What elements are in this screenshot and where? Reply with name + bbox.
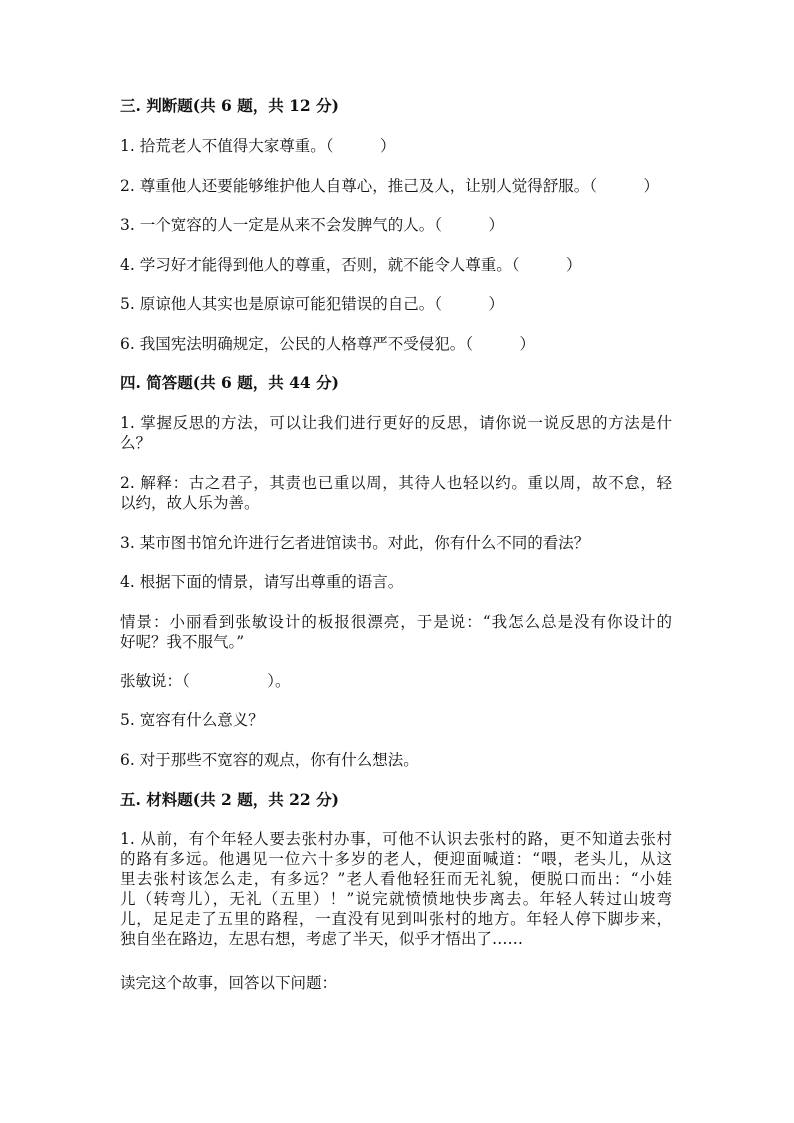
judgment-item-2: 2. 尊重他人还要能够维护他人自尊心，推己及人，让别人觉得舒服。（ ）	[120, 177, 659, 195]
short-answer-question-5: 5. 宽容有什么意义？	[120, 711, 264, 729]
judgment-item-3: 3. 一个宽容的人一定是从来不会发脾气的人。（ ）	[120, 216, 504, 234]
short-answer-question-3: 3. 某市图书馆允许进行乞者进馆读书。对此，你有什么不同的看法？	[120, 534, 590, 552]
story-line-4: 儿（转弯儿），无礼（五里）！”说完就愤愤地快步离去。年轻人转过山坡弯	[120, 890, 672, 908]
material-story	[120, 829, 672, 949]
story-line-3: 里去张村该怎么走，有多远？”老人看他轻狂而无礼貌，便脱口而出：“小娃	[120, 870, 672, 888]
story-line-2: 的路有多远。他遇见一位六十多岁的老人，便迎面喊道：“喂，老头儿，从这	[120, 850, 672, 868]
short-answer-question-4: 4. 根据下面的情景，请写出尊重的语言。	[120, 573, 404, 591]
scenario-line-1: 情景：小丽看到张敏设计的板报很漂亮，于是说：“我怎么总是没有你设计的	[120, 613, 672, 631]
question-4-answer-line: 张敏说：（ ）。	[120, 672, 291, 690]
question-1-line-2: 么？	[120, 434, 152, 452]
question-4-scenario	[120, 612, 672, 652]
judgment-item-1: 1. 拾荒老人不值得大家尊重。（ ）	[120, 137, 396, 155]
section-heading-short-answer: 四. 简答题(共 6 题，共 44 分)	[120, 373, 339, 392]
short-answer-question-1	[120, 413, 672, 453]
section-heading-judgment: 三. 判断题(共 6 题，共 12 分)	[120, 96, 339, 115]
scenario-line-2: 好呢？我不服气。”	[120, 633, 245, 651]
question-1-line-1: 1. 掌握反思的方法，可以让我们进行更好的反思，请你说一说反思的方法是什	[120, 414, 672, 432]
question-2-line-1: 2. 解释：古之君子，其责也已重以周，其待人也轻以约。重以周，故不怠，轻	[120, 474, 672, 492]
short-answer-question-2	[120, 473, 672, 513]
question-2-line-2: 以约，故人乐为善。	[120, 494, 260, 512]
story-line-6: 独自坐在路边，左思右想，考虑了半天，似乎才悟出了……	[120, 930, 524, 948]
judgment-item-4: 4. 学习好才能得到他人的尊重，否则，就不能令人尊重。（ ）	[120, 256, 582, 274]
judgment-item-5: 5. 原谅他人其实也是原谅可能犯错误的自己。（ ）	[120, 295, 504, 313]
story-line-5: 儿，足足走了五里的路程，一直没有见到叫张村的地方。年轻人停下脚步来，	[120, 910, 672, 928]
section-heading-material: 五. 材料题(共 2 题，共 22 分)	[120, 790, 339, 809]
story-line-1: 1. 从前，有个年轻人要去张村办事，可他不认识去张村的路，更不知道去张村	[120, 830, 672, 848]
material-prompt: 读完这个故事，回答以下问题：	[120, 974, 338, 992]
short-answer-question-6: 6. 对于那些不宽容的观点，你有什么想法。	[120, 751, 419, 769]
judgment-item-6: 6. 我国宪法明确规定，公民的人格尊严不受侵犯。（ ）	[120, 335, 535, 353]
